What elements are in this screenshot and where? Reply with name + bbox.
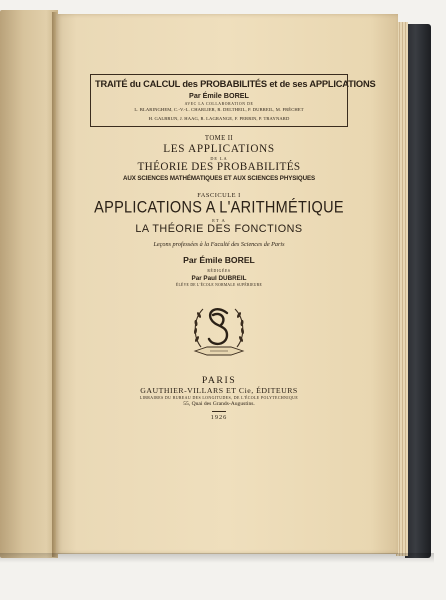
publication-year: 1926 <box>210 414 228 421</box>
volume-title-line-1: LES APPLICATIONS <box>163 143 275 155</box>
series-author: Par Émile BOREL <box>189 91 249 100</box>
book-shadow <box>0 553 434 563</box>
tome-number: TOME II <box>204 135 234 142</box>
main-title-et-a: ET A <box>212 218 226 223</box>
editor-name: Par Paul DUBREIL <box>191 275 247 282</box>
publisher-note: LIBRAIRES DU BUREAU DES LONGITUDES, DE L'ÉCOLE POLYTECHNIQUE <box>139 396 299 400</box>
series-box <box>90 74 376 127</box>
book-binding <box>405 24 431 558</box>
main-subtitle: LA THÉORIE DES FONCTIONS <box>135 223 303 235</box>
fascicule-number: FASCICULE I <box>197 192 241 199</box>
publisher-city: PARIS <box>201 375 237 386</box>
collaborators-line-1: L. BLARINGHEM, C.-V.-L. CHARLIER, R. DELTHEIL, P. DUBREIL, M. FRÉCHET <box>134 107 304 112</box>
redigees-label: RÉDIGÉES <box>207 269 231 273</box>
collaboration-label: AVEC LA COLLABORATION DE <box>184 102 254 106</box>
volume-title-de-la: DE LA <box>210 156 228 161</box>
volume-title-line-3: AUX SCIENCES MATHÉMATIQUES ET AUX SCIENCES PHYSIQUES <box>122 175 316 182</box>
series-title: TRAITÉ du CALCUL des PROBABILITÉS et de ses APPLICATIONS <box>95 79 376 89</box>
volume-title-line-2: THÉORIE DES PROBABILITÉS <box>137 161 301 173</box>
publisher-name: GAUTHIER-VILLARS ET Cie, ÉDITEURS <box>140 386 298 395</box>
left-page <box>0 10 58 558</box>
title-page-text <box>90 74 376 421</box>
book-author: Par Émile BOREL <box>183 255 255 265</box>
publisher-monogram-emblem-icon <box>187 297 251 361</box>
main-title: APPLICATIONS A L'ARITHMÉTIQUE <box>94 198 344 218</box>
divider-rule <box>212 411 226 412</box>
lectures-note: Leçons professées à la Faculté des Sciences de Paris <box>153 241 285 248</box>
editor-affiliation: ÉLÈVE DE L'ÉCOLE NORMALE SUPÉRIEURE <box>175 283 263 287</box>
publisher-address: 55, Quai des Grands-Augustins. <box>183 401 255 407</box>
collaborators-line-2: H. GALBRUN, J. HAAG, R. LAGRANGE, F. PERRIN, P. TRAYNARD <box>148 115 290 121</box>
